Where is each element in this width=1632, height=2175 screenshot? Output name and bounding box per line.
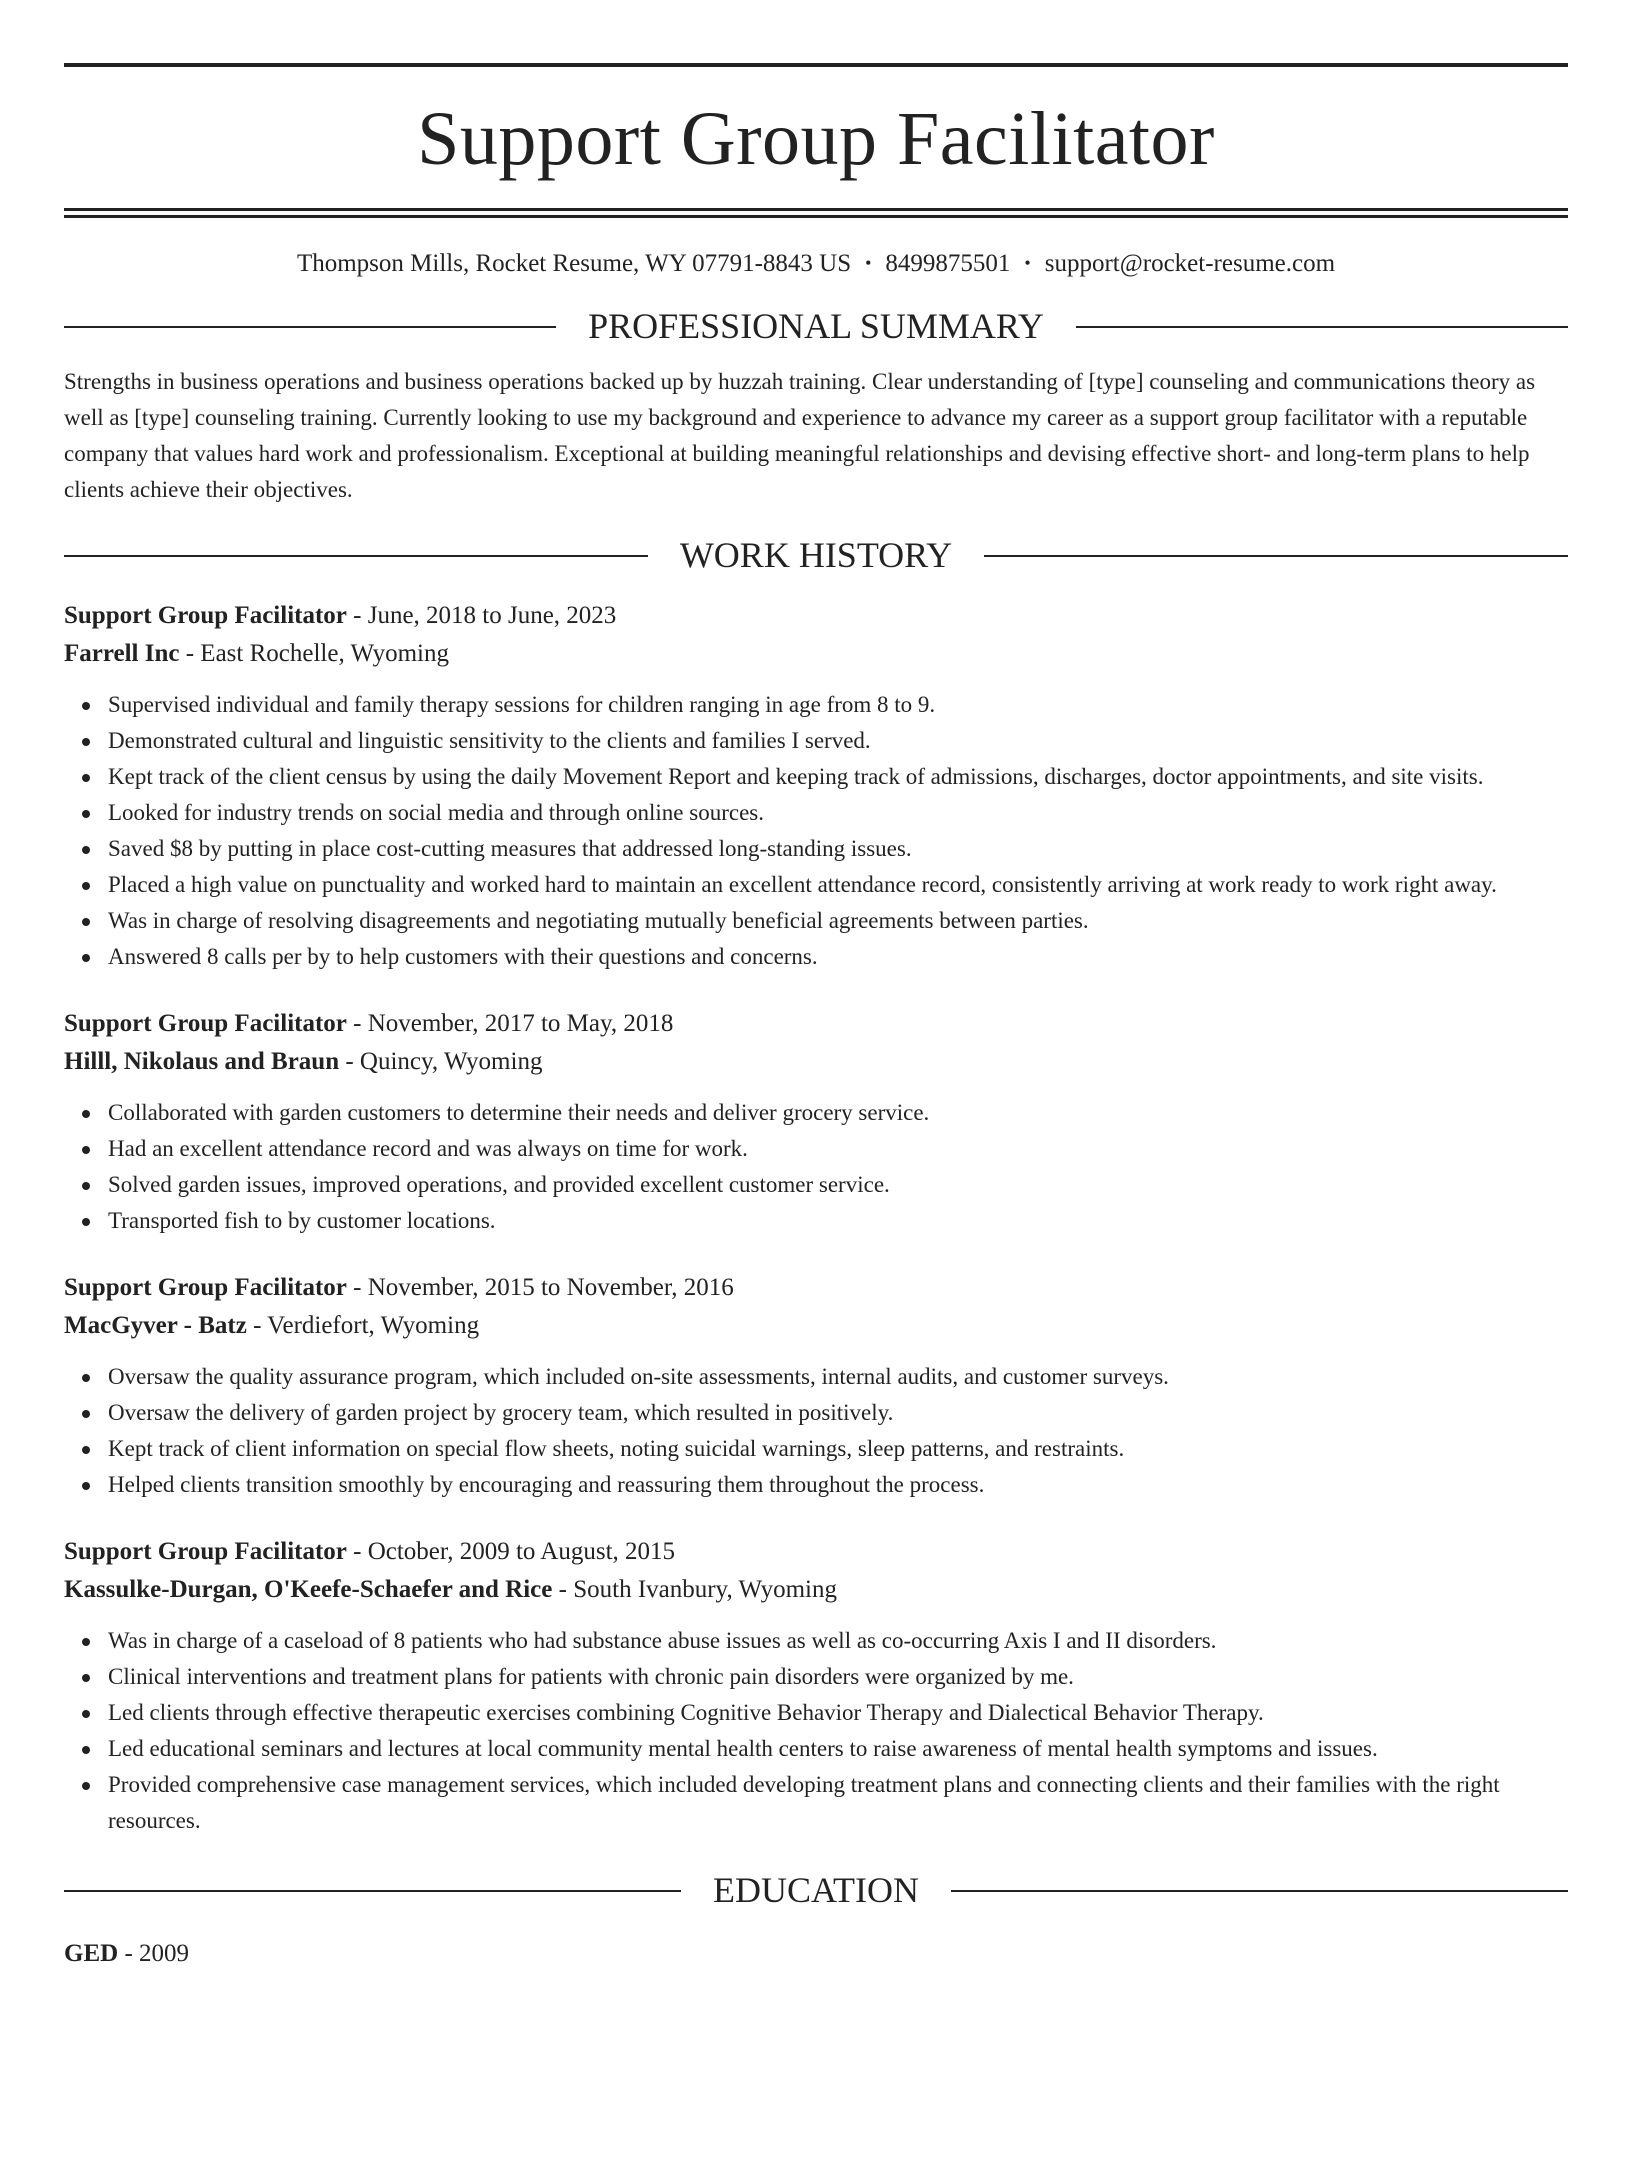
job-bullet-item: Looked for industry trends on social media and through online sources. [108,795,1568,831]
job-bullet-item: Provided comprehensive case management services, which included developing treatment plans and connecting clients and their families with the right resources. [108,1767,1568,1839]
heading-rule-right [984,555,1568,557]
heading-rule-left [64,326,556,328]
job-bullet-item: Saved $8 by putting in place cost-cutting measures that addressed long-standing issues. [108,831,1568,867]
heading-rule-left [64,555,648,557]
job-bullet-item: Led clients through effective therapeutic exercises combining Cognitive Behavior Therapy and Dialectical Behavior Therapy. [108,1695,1568,1731]
section-title: WORK HISTORY [679,535,953,576]
job-title: Support Group Facilitator [64,602,347,630]
section-heading-work [64,534,1568,577]
job-company-line [64,1043,1568,1081]
job-bullet-item: Transported fish to by customer locations. [108,1203,1568,1239]
job-bullet-item: Oversaw the delivery of garden project by grocery team, which resulted in positively. [108,1395,1568,1431]
bullet-separator: • [865,253,872,273]
job-title: Support Group Facilitator [64,1010,347,1038]
section-heading-education [64,1869,1568,1912]
contact-address: Thompson Mills, Rocket Resume, WY 07791-8843 US [296,250,852,277]
job-bullet-item: Clinical interventions and treatment plans for patients with chronic pain disorders were organized by me. [108,1659,1568,1695]
job-bullet-item: Led educational seminars and lectures at local community mental health centers to raise awareness of mental health symptoms and issues. [108,1731,1568,1767]
title-double-rule [64,208,1568,218]
education-degree: GED [64,1939,119,1967]
bullet-separator: • [1024,253,1031,273]
job-bullet-item: Helped clients transition smoothly by encouraging and reassuring them throughout the process. [108,1467,1568,1503]
job-entry [64,1005,1568,1239]
job-bullet-item: Oversaw the quality assurance program, which included on-site assessments, internal audits, and customer surveys. [108,1359,1568,1395]
job-dates: - November, 2017 to May, 2018 [346,1010,674,1038]
job-title: Support Group Facilitator [64,1538,347,1566]
job-entry [64,1533,1568,1839]
job-bullet-item: Demonstrated cultural and linguistic sensitivity to the clients and families I served. [108,723,1568,759]
education-year: - 2009 [118,1939,190,1967]
job-company-line [64,1307,1568,1345]
job-title-line [64,1269,1568,1307]
job-bullet-item: Solved garden issues, improved operations, and provided excellent customer service. [108,1167,1568,1203]
job-bullet-item: Supervised individual and family therapy sessions for children ranging in age from 8 to 9. [108,687,1568,723]
job-bullet-item: Kept track of client information on special flow sheets, noting suicidal warnings, sleep patterns, and restraints. [108,1431,1568,1467]
job-dates: - October, 2009 to August, 2015 [346,1538,676,1566]
job-entry [64,1269,1568,1503]
job-company: MacGyver - Batz [64,1312,247,1340]
job-bullet-item: Had an excellent attendance record and was always on time for work. [108,1131,1568,1167]
job-bullet-item: Collaborated with garden customers to determine their needs and deliver grocery service. [108,1095,1568,1131]
job-location: - East Rochelle, Wyoming [179,640,449,668]
job-bullet-item: Answered 8 calls per by to help customers with their questions and concerns. [108,939,1568,975]
job-company: Kassulke-Durgan, O'Keefe-Schaefer and Rice [64,1576,553,1604]
job-bullet-item: Placed a high value on punctuality and worked hard to maintain an excellent attendance record, consistently arriving at work ready to work right away. [108,867,1568,903]
job-company: Hilll, Nikolaus and Braun [64,1048,340,1076]
section-title: PROFESSIONAL SUMMARY [588,306,1044,346]
job-bullet-list [64,1095,1568,1239]
job-title-line [64,597,1568,635]
heading-rule-left [64,1890,681,1892]
job-title-line [64,1005,1568,1043]
job-title-line [64,1533,1568,1571]
job-location: - Quincy, Wyoming [339,1048,543,1076]
job-location: - Verdiefort, Wyoming [246,1312,480,1340]
job-bullet-item: Was in charge of resolving disagreements and negotiating mutually beneficial agreements between parties. [108,903,1568,939]
job-bullet-list [64,1359,1568,1503]
top-rule [64,63,1568,67]
job-company-line [64,635,1568,673]
heading-rule-right [951,1890,1568,1892]
work-history-list [64,597,1568,1839]
contact-phone: 8499875501 [885,250,1011,277]
section-heading-summary [64,305,1568,348]
resume-page [0,63,1632,2175]
job-title: Support Group Facilitator [64,1274,347,1302]
contact-email: support@rocket-resume.com [1044,250,1336,277]
job-company-line [64,1571,1568,1609]
education-entry [64,1935,1568,1973]
job-bullet-list [64,687,1568,975]
job-location: - South Ivanbury, Wyoming [552,1576,837,1604]
job-dates: - June, 2018 to June, 2023 [346,602,617,630]
resume-title: Support Group Facilitator [417,97,1215,181]
job-bullet-list [64,1623,1568,1839]
job-dates: - November, 2015 to November, 2016 [346,1274,734,1302]
job-bullet-item: Was in charge of a caseload of 8 patients who had substance abuse issues as well as co-occurring Axis I and II disorders. [108,1623,1568,1659]
job-bullet-item: Kept track of the client census by using the daily Movement Report and keeping track of admissions, discharges, doctor appointments, and site visits. [108,759,1568,795]
job-company: Farrell Inc [64,640,180,668]
contact-line [64,249,1568,279]
section-title: EDUCATION [713,1870,919,1911]
heading-rule-right [1076,326,1568,328]
summary-paragraph: Strengths in business operations and business operations backed up by huzzah training. Clear understanding of [type] counseling and communications theory as well as [type] counseling training. Currently looking to use my background and experience to advance my career as a support group facilitator with a reputable company that values hard work and professionalism. Exceptional at building meaningful relationships and devising effective short- and long-term plans to help clients achieve their objectives. [64,369,1536,503]
job-entry [64,597,1568,975]
